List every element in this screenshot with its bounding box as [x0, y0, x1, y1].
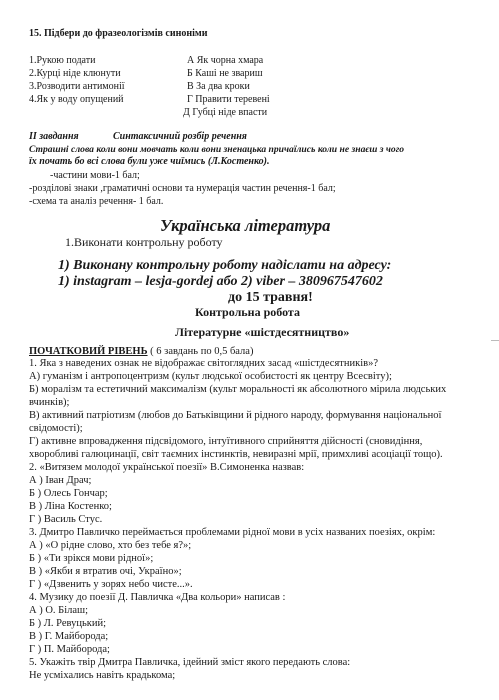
- task15-right-g: Г Правити теревені: [187, 94, 270, 105]
- send-instruction: 1) Виконану контрольну роботу надіслати на адресу:: [58, 258, 392, 273]
- q4-option-b: Б ) Л. Ревуцький;: [29, 618, 107, 629]
- task15-left-1: 1.Рукою подати: [29, 55, 96, 66]
- q4-option-g: Г ) П. Майборода;: [29, 644, 110, 655]
- task15-right-a: А Як чорна хмара: [187, 55, 264, 66]
- task15-title: 15. Підбери до фразеологізмів синоніми: [29, 28, 208, 39]
- q2-option-g: Г ) Василь Стус.: [29, 514, 103, 525]
- q2-option-a: А ) Іван Драч;: [29, 475, 92, 486]
- q4-option-a: А ) О. Білаш;: [29, 605, 89, 616]
- q1-option-v-line2: свідомості);: [29, 423, 83, 434]
- task2-sentence-line2: їх почать бо всі слова були уже чиїмись: [29, 156, 206, 167]
- task2-subheading: Синтаксичний розбір речення: [113, 131, 247, 142]
- q1-option-v-line1: В) активний патріотизм (любов до Батьківщини й рідного народу, формування національної: [29, 410, 442, 421]
- task2-criterion-3: -схема та аналіз речення- 1 бал.: [29, 196, 164, 207]
- q4-option-v: В ) Г. Майборода;: [29, 631, 109, 642]
- task15-right-b: Б Каші не звариш: [187, 68, 263, 79]
- task2-sentence-line2-wrap: [29, 156, 270, 168]
- scan-edge-mark: [491, 340, 499, 341]
- task2-criterion-1: -частини мови-1 бал;: [50, 170, 140, 181]
- task2-criterion-2: -розділові знаки ,граматичні основи та нумерація частин речення-1 бал;: [29, 183, 336, 194]
- q1-option-b-line2: вчинків);: [29, 397, 70, 408]
- send-contacts: 1) instagram – lesja-gordej або 2) viber – 380967547602: [58, 274, 383, 289]
- q2-option-v: В ) Ліна Костенко;: [29, 501, 112, 512]
- deadline: до 15 травня!: [228, 290, 313, 305]
- q4-text: 4. Музику до поезії Д. Павличка «Два кольори» написав :: [29, 592, 286, 603]
- q1-option-a: А) гуманізм і антропоцентризм (культ людської особистості як центру Всесвіту);: [29, 371, 392, 382]
- task2-author: (Л.Костенко).: [207, 156, 270, 167]
- level-note: ( 6 завдань по 0,5 бала): [147, 346, 254, 357]
- literature-title: Українська література: [160, 216, 331, 235]
- q5-text: 5. Укажіть твір Дмитра Павличка, ідейний зміст якого передають слова:: [29, 657, 351, 668]
- q2-option-b: Б ) Олесь Гончар;: [29, 488, 108, 499]
- level-name: ПОЧАТКОВИЙ РІВЕНЬ: [29, 346, 148, 357]
- q3-option-g: Г ) «Дзвенить у зорях небо чисте...».: [29, 579, 193, 590]
- q3-option-a: А ) «О рідне слово, хто без тебе я?»;: [29, 540, 192, 551]
- q2-text: 2. «Витязем молодої української поезії» В.Симоненка назвав:: [29, 462, 305, 473]
- task15-left-3: 3.Розводити антимонії: [29, 81, 125, 92]
- literature-task: 1.Виконати контрольну роботу: [65, 235, 223, 249]
- q3-option-b: Б ) «Ти зрікся мови рідної»;: [29, 553, 154, 564]
- task2-heading: ІІ завдання: [29, 131, 79, 142]
- q3-option-v: В ) «Якби я втратив очі, Україно»;: [29, 566, 182, 577]
- task15-left-4: 4.Як у воду опущений: [29, 94, 124, 105]
- task15-right-d: Д Губці ніде впасти: [183, 107, 268, 118]
- q5-quote-line: Не усміхались навіть крадькома;: [29, 670, 176, 681]
- q1-text: 1. Яка з наведених ознак не відображає світоглядних засад «шістдесятників»?: [29, 358, 378, 369]
- q1-option-g-line1: Г) активне впровадження підсвідомого, інтуїтивного сприйняття дійсності (сновидіння,: [29, 436, 423, 447]
- q3-text: 3. Дмитро Павличко переймається проблемами рідної мови в усіх названих поезіях, окрім:: [29, 527, 436, 538]
- task15-right-v: В За два кроки: [187, 81, 250, 92]
- task15-left-2: 2.Курці ніде клюнути: [29, 68, 121, 79]
- control-work-topic: Літературне «шістдесятництво»: [175, 325, 350, 339]
- control-work-title: Контрольна робота: [195, 305, 300, 319]
- q1-option-g-line2: хворобливі галюцинації, світ таємних інстинктів, невиразні мрії, примхливі асоціації тощо).: [29, 449, 443, 460]
- task2-sentence-line1: Страшні слова коли вони мовчать коли вони зненацька причаїлись коли не знаєш з чого: [29, 144, 405, 155]
- q1-option-b-line1: Б) моралізм та естетичний максималізм (культ моральності як абсолютного мірила людських: [29, 384, 447, 395]
